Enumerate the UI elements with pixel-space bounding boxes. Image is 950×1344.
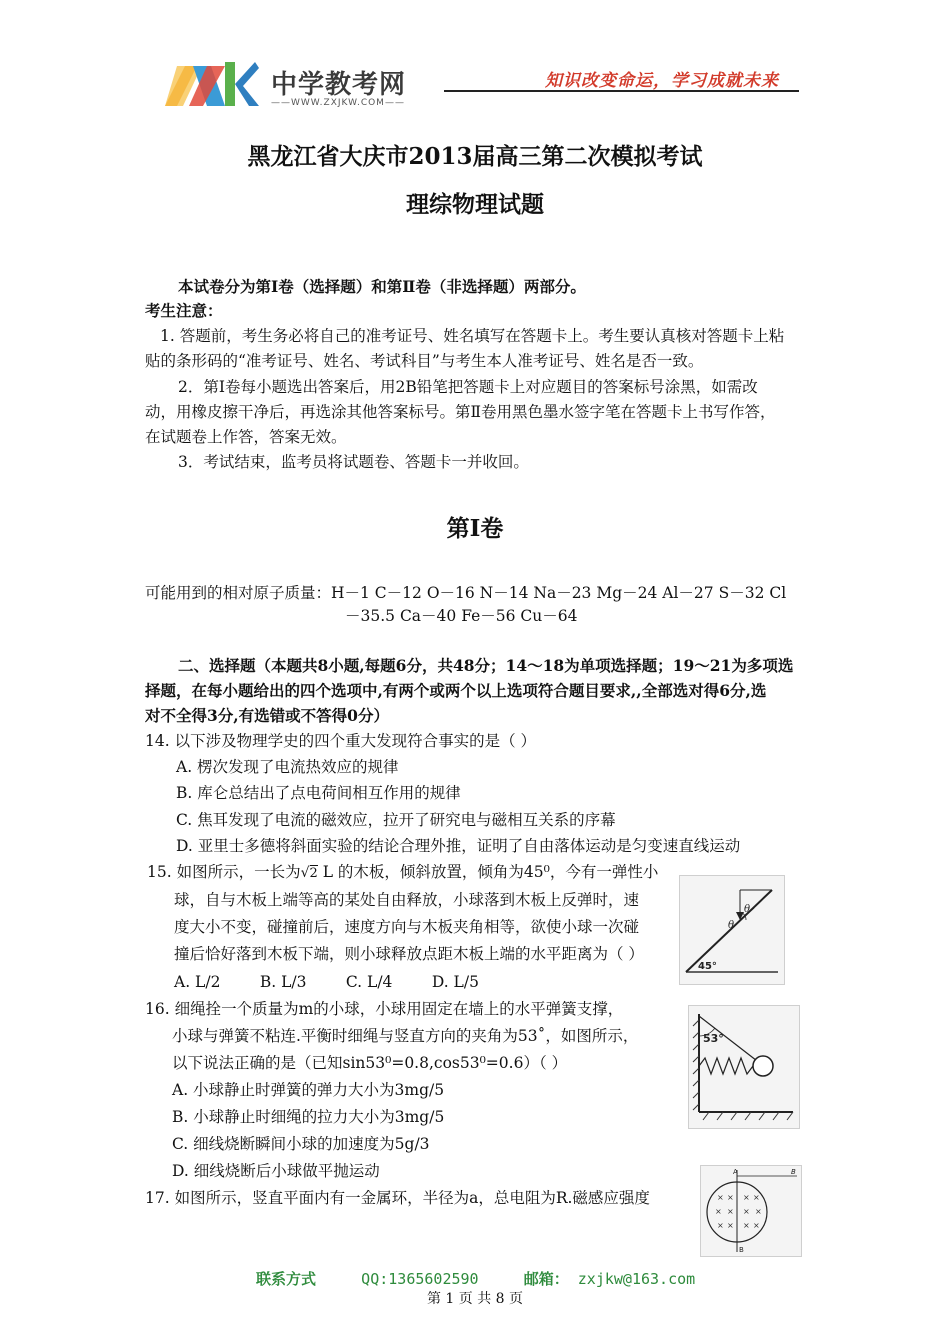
magnetic-field-marks (715, 1193, 762, 1230)
question-14-option-d: D. 亚里士多德将斜面实验的结论合理外推，证明了自由落体运动是匀变速直线运动 (176, 837, 741, 855)
atomic-mass-line: 可能用到的相对原子质量：H－1 C－12 O－16 N－14 Na－23 Mg－24 Al－27 S－32 Cl (145, 584, 787, 602)
point-b-bottom-label: B (739, 1246, 744, 1254)
notice-item-2-cont: 动，用橡皮擦干净后，再选涂其他答案标号。第Ⅱ卷用黑色墨水签字笔在答题卡上书写作答， (145, 403, 776, 421)
question-15-options: A. L/2 B. L/3 C. L/4 D. L/5 (174, 973, 479, 991)
svg-text:×: × (727, 1221, 734, 1230)
contact-email[interactable]: zxjkw@163.com (577, 1270, 696, 1288)
page-number: 第 1 页 共 8 页 (426, 1291, 524, 1307)
notice-heading: 考生注意： (145, 301, 223, 320)
question-17-figure (700, 1165, 802, 1257)
svg-text:×: × (743, 1207, 750, 1216)
svg-text:×: × (727, 1207, 734, 1216)
inclined-board-diagram (680, 876, 784, 984)
question-16-option-b: B. 小球静止时细绳的拉力大小为3mg/5 (172, 1108, 445, 1126)
notice-item-1-cont: 贴的条形码的“准考证号、姓名、考试科目”与考生本人准考证号、姓名是否一致。 (145, 352, 704, 370)
svg-text:×: × (753, 1193, 760, 1202)
svg-text:×: × (743, 1221, 750, 1230)
section-heading: 第Ⅰ卷 (446, 515, 504, 542)
question-14-stem: 14. 以下涉及物理学史的四个重大发现符合事实的是（ ） (145, 732, 537, 750)
sqrt-symbol: √ (300, 865, 310, 881)
svg-text:×: × (743, 1193, 750, 1202)
paper-structure-note: 本试卷分为第Ⅰ卷（选择题）和第Ⅱ卷（非选择题）两部分。 (178, 277, 586, 296)
svg-text:×: × (717, 1221, 724, 1230)
angle-45-label: 45° (698, 961, 717, 972)
question-16-option-a: A. 小球静止时弹簧的弹力大小为3mg/5 (172, 1081, 445, 1099)
choice-instructions-cont2: 对不全得3分,有选错或不答得0分） (145, 706, 389, 725)
question-14-option-c: C. 焦耳发现了电流的磁效应，拉开了研究电与磁相互关系的序幕 (176, 811, 616, 829)
question-16-line-2: 小球与弹簧不粘连.平衡时细绳与竖直方向的夹角为53˚，如图所示， (172, 1027, 639, 1045)
notice-item-3: 3．考试结束，监考员将试题卷、答题卡一并收回。 (178, 453, 529, 471)
question-14-option-b: B. 库仑总结出了点电荷间相互作用的规律 (176, 784, 461, 802)
site-logo[interactable] (163, 58, 423, 118)
question-15-line-2: 球，自与木板上端等高的某处自由释放，小球落到木板上反弹时，速 (174, 891, 640, 909)
angle-53-label: 53° (703, 1032, 724, 1045)
svg-text:×: × (715, 1207, 722, 1216)
svg-text:×: × (755, 1207, 762, 1216)
point-a-label: A (733, 1168, 738, 1176)
question-14-option-a: A. 楞次发现了电流热效应的规律 (176, 758, 399, 776)
sqrt-radicand: 2 (309, 866, 318, 881)
question-16-option-d: D. 细线烧断后小球做平抛运动 (172, 1162, 380, 1180)
logo-url: ——WWW.ZXJKW.COM—— (271, 98, 405, 108)
svg-text:×: × (753, 1221, 760, 1230)
question-16-option-c: C. 细线烧断瞬间小球的加速度为5g/3 (172, 1135, 430, 1153)
question-15-line-3: 度大小不变，碰撞前后，速度方向与木板夹角相等，欲使小球一次碰 (174, 918, 640, 936)
choice-instructions-cont: 择题，在每小题给出的四个选项中,有两个或两个以上选项符合题目要求,,全部选对得6分,选 (145, 681, 767, 700)
logo-title: 中学教考网 (271, 70, 407, 100)
theta-label: θ (744, 904, 751, 915)
header-divider (444, 90, 799, 92)
contact-qq[interactable]: QQ:1365602590 (361, 1270, 479, 1288)
question-15-stem-post: L 的木板，倾斜放置，倾角为45⁰，今有一弹性小 (317, 863, 659, 881)
atomic-mass-line-cont: －35.5 Ca－40 Fe－56 Cu－64 (345, 607, 578, 625)
question-15-line-4: 撞后恰好落到木板下端，则小球释放点距木板上端的水平距离为（ ） (174, 945, 644, 963)
email-label: 邮箱： (523, 1270, 569, 1288)
question-17-stem: 17. 如图所示，竖直平面内有一金属环，半径为a，总电阻为R.磁感应强度 (145, 1189, 650, 1207)
notice-item-2: 2．第Ⅰ卷每小题选出答案后，用2B铅笔把答题卡上对应题目的答案标号涂黑，如需改 (178, 378, 758, 396)
point-b-label: B (791, 1168, 796, 1176)
question-16-stem: 16. 细绳拴一个质量为m的小球，小球用固定在墙上的水平弹簧支撑， (145, 1000, 624, 1018)
question-15-stem (147, 860, 658, 886)
svg-text:×: × (727, 1193, 734, 1202)
spring-ball-diagram (689, 1006, 799, 1128)
contact-label: 联系方式 (256, 1270, 317, 1288)
question-16-line-3: 以下说法正确的是（已知sin53⁰=0.8,cos53⁰=0.6）（ ） (172, 1054, 568, 1072)
header-slogan: 知识改变命运，学习成就未来 (545, 71, 779, 91)
theta-label-2: θ (728, 920, 735, 931)
exam-subtitle: 理综物理试题 (406, 191, 544, 218)
footer-contact (256, 1268, 695, 1289)
metal-ring-diagram (701, 1166, 801, 1256)
question-16-figure (688, 1005, 800, 1129)
zxjk-logo-icon (163, 58, 259, 108)
choice-instructions: 二、选择题（本题共8小题,每题6分，共48分；14～18为单项选择题；19～21为多项选 (178, 656, 794, 675)
exam-title: 黑龙江省大庆市2013届高三第二次模拟考试 (247, 143, 703, 170)
question-15-figure (679, 875, 785, 985)
notice-item-2-cont2: 在试题卷上作答，答案无效。 (145, 428, 347, 446)
notice-item-1: 1. 答题前，考生务必将自己的准考证号、姓名填写在答题卡上。考生要认真核对答题卡上粘 (160, 327, 785, 345)
svg-text:×: × (717, 1193, 724, 1202)
question-15-stem-pre: 15. 如图所示，一长为 (147, 863, 301, 881)
